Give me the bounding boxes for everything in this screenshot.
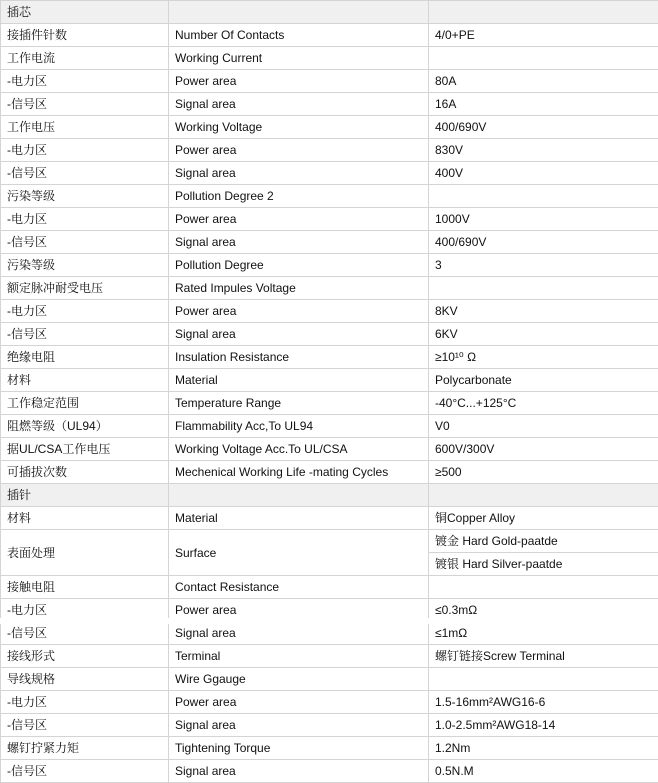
table-row	[1, 208, 658, 231]
table-row	[1, 162, 658, 185]
row-label-en: Surface	[169, 530, 429, 576]
row-label-cn: -信号区	[1, 714, 169, 737]
table-row	[1, 139, 658, 162]
table-row	[1, 461, 658, 484]
row-label-en: Power area	[169, 599, 429, 622]
row-label-cn: 工作电流	[1, 47, 169, 70]
page-bottom-strip	[0, 618, 658, 624]
row-value: 螺钉链接Screw Terminal	[429, 645, 658, 668]
row-label-en: Power area	[169, 139, 429, 162]
table-row	[1, 93, 658, 116]
section-label-en	[169, 1, 429, 24]
row-value	[429, 668, 658, 691]
row-value: 6KV	[429, 323, 658, 346]
row-label-cn: 额定脉冲耐受电压	[1, 277, 169, 300]
row-value: 400/690V	[429, 116, 658, 139]
table-row	[1, 760, 658, 783]
row-label-en: Signal area	[169, 714, 429, 737]
row-value: 0.5N.M	[429, 760, 658, 783]
row-label-en: Wire Ggauge	[169, 668, 429, 691]
row-value: 1.0-2.5mm²AWG18-14	[429, 714, 658, 737]
row-value: 400/690V	[429, 231, 658, 254]
table-row	[1, 346, 658, 369]
row-value: V0	[429, 415, 658, 438]
table-row	[1, 116, 658, 139]
row-label-en: Contact Resistance	[169, 576, 429, 599]
row-value: 1.5-16mm²AWG16-6	[429, 691, 658, 714]
row-label-cn: -信号区	[1, 231, 169, 254]
row-label-en: Power area	[169, 70, 429, 93]
row-label-en: Number Of Contacts	[169, 24, 429, 47]
table-row	[1, 231, 658, 254]
row-value: 铜Copper Alloy	[429, 507, 658, 530]
row-value-secondary: 镀银 Hard Silver-paatde	[429, 553, 658, 576]
row-label-cn: 导线规格	[1, 668, 169, 691]
table-row	[1, 668, 658, 691]
specification-table-body	[1, 1, 658, 783]
row-label-cn: 绝缘电阻	[1, 346, 169, 369]
row-value: -40°C...+125°C	[429, 392, 658, 415]
table-row	[1, 714, 658, 737]
row-label-en: Pollution Degree 2	[169, 185, 429, 208]
row-value: 400V	[429, 162, 658, 185]
section-value	[429, 1, 658, 24]
row-label-cn: 污染等级	[1, 185, 169, 208]
section-label-cn: 插针	[1, 484, 169, 507]
row-label-cn: 螺钉拧紧力矩	[1, 737, 169, 760]
row-label-cn: -电力区	[1, 599, 169, 622]
section-label-cn: 插芯	[1, 1, 169, 24]
row-value: 830V	[429, 139, 658, 162]
row-label-en: Tightening Torque	[169, 737, 429, 760]
row-value: 8KV	[429, 300, 658, 323]
row-label-cn: 阻燃等级（UL94）	[1, 415, 169, 438]
row-value: ≥500	[429, 461, 658, 484]
row-label-cn: 工作稳定范围	[1, 392, 169, 415]
row-value: ≥10¹⁰ Ω	[429, 346, 658, 369]
table-row	[1, 737, 658, 760]
row-label-cn: -信号区	[1, 323, 169, 346]
row-value: Polycarbonate	[429, 369, 658, 392]
table-section-row	[1, 484, 658, 507]
table-row	[1, 277, 658, 300]
row-value: 80A	[429, 70, 658, 93]
table-row	[1, 691, 658, 714]
row-label-cn: 工作电压	[1, 116, 169, 139]
row-label-en: Flammability Acc,To UL94	[169, 415, 429, 438]
table-row	[1, 254, 658, 277]
row-label-cn: 接插件针数	[1, 24, 169, 47]
row-label-cn: 污染等级	[1, 254, 169, 277]
row-label-en: Signal area	[169, 622, 429, 645]
table-row	[1, 300, 658, 323]
row-value	[429, 185, 658, 208]
row-label-cn: 材料	[1, 369, 169, 392]
row-label-cn: 据UL/CSA工作电压	[1, 438, 169, 461]
table-row	[1, 392, 658, 415]
row-value: 3	[429, 254, 658, 277]
table-row	[1, 369, 658, 392]
table-row	[1, 323, 658, 346]
row-label-en: Mechenical Working Life -mating Cycles	[169, 461, 429, 484]
row-label-cn: 表面处理	[1, 530, 169, 576]
table-row	[1, 576, 658, 599]
table-row	[1, 622, 658, 645]
row-label-en: Material	[169, 369, 429, 392]
table-row	[1, 530, 658, 553]
row-label-en: Terminal	[169, 645, 429, 668]
row-label-cn: 接线形式	[1, 645, 169, 668]
row-label-en: Power area	[169, 300, 429, 323]
row-label-cn: -信号区	[1, 622, 169, 645]
row-label-en: Insulation Resistance	[169, 346, 429, 369]
table-row	[1, 70, 658, 93]
row-label-cn: 材料	[1, 507, 169, 530]
row-label-cn: -电力区	[1, 300, 169, 323]
row-value: 16A	[429, 93, 658, 116]
row-label-cn: -信号区	[1, 162, 169, 185]
row-label-en: Working Voltage Acc.To UL/CSA	[169, 438, 429, 461]
row-value: ≤1mΩ	[429, 622, 658, 645]
row-label-en: Power area	[169, 691, 429, 714]
row-label-cn: -信号区	[1, 93, 169, 116]
table-row	[1, 415, 658, 438]
row-value	[429, 277, 658, 300]
table-section-row	[1, 1, 658, 24]
row-value	[429, 47, 658, 70]
row-label-en: Material	[169, 507, 429, 530]
row-value: 4/0+PE	[429, 24, 658, 47]
row-label-en: Signal area	[169, 760, 429, 783]
row-label-en: Working Voltage	[169, 116, 429, 139]
row-value: ≤0.3mΩ	[429, 599, 658, 622]
row-label-cn: -电力区	[1, 208, 169, 231]
row-value: 1000V	[429, 208, 658, 231]
row-value: 1.2Nm	[429, 737, 658, 760]
row-label-cn: 接触电阻	[1, 576, 169, 599]
row-value: 600V/300V	[429, 438, 658, 461]
row-label-cn: 可插拔次数	[1, 461, 169, 484]
row-label-en: Signal area	[169, 231, 429, 254]
row-value	[429, 576, 658, 599]
row-value: 镀金 Hard Gold-paatde	[429, 530, 658, 553]
row-label-en: Signal area	[169, 162, 429, 185]
row-label-cn: -电力区	[1, 70, 169, 93]
row-label-en: Signal area	[169, 323, 429, 346]
table-row	[1, 185, 658, 208]
row-label-cn: -信号区	[1, 760, 169, 783]
row-label-en: Working Current	[169, 47, 429, 70]
row-label-en: Power area	[169, 208, 429, 231]
row-label-en: Signal area	[169, 93, 429, 116]
row-label-cn: -电力区	[1, 139, 169, 162]
row-label-en: Temperature Range	[169, 392, 429, 415]
table-row	[1, 438, 658, 461]
table-row	[1, 507, 658, 530]
section-value	[429, 484, 658, 507]
row-label-en: Rated Impules Voltage	[169, 277, 429, 300]
row-label-cn: -电力区	[1, 691, 169, 714]
section-label-en	[169, 484, 429, 507]
table-row	[1, 645, 658, 668]
row-label-en: Pollution Degree	[169, 254, 429, 277]
table-row	[1, 24, 658, 47]
table-row	[1, 47, 658, 70]
